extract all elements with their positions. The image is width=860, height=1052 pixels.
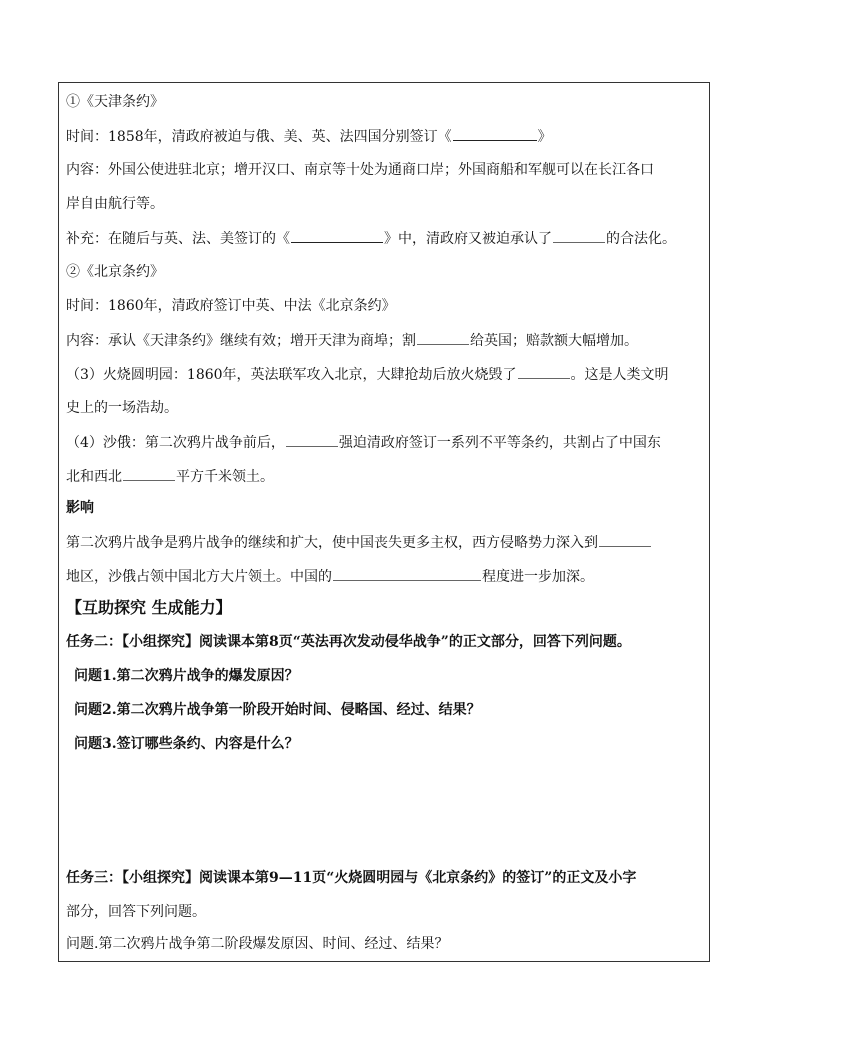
fill-blank[interactable] [553,228,605,243]
content-box [58,82,710,962]
fill-blank[interactable] [599,532,651,547]
task-three-line-cont: 部分，回答下列问题。 [66,904,206,920]
beijing-content-text-2: 给英国；赔款额大幅增加。 [470,333,638,349]
impact-line [66,532,652,553]
tianjin-content-line-cont: 岸自由航行等。 [66,196,164,212]
bracket-close: 》 [537,129,552,145]
fill-blank[interactable] [123,466,175,481]
task-two-question-1: 问题1.第二次鸦片战争的爆发原因？ [74,668,299,684]
impact-heading: 影响 [66,500,94,516]
impact-line-cont [66,566,594,587]
yuanmingyuan-line-cont: 史上的一场浩劫。 [66,400,178,416]
russia-text-1: （4）沙俄：第二次鸦片战争前后， [66,435,285,451]
yuanmingyuan-text-1: （3）火烧圆明园：1860年，英法联军攻入北京，大肆抢劫后放火烧毁了 [66,367,517,383]
fill-blank[interactable] [453,126,537,141]
supplement-text-3: 的合法化。 [606,231,676,247]
task-two-line: 任务二：【小组探究】阅读课本第8页“英法再次发动侵华战争”的正文部分，回答下列问题。 [66,634,631,650]
supplement-text-2: 》中，清政府又被迫承认了 [384,231,552,247]
treaty-tianjin-heading: ①《天津条约》 [66,94,164,110]
impact-text-3: 程度进一步加深。 [482,569,594,585]
beijing-time-line: 时间：1860年，清政府签订中英、中法《北京条约》 [66,298,396,314]
russia-text-2: 强迫清政府签订一系列不平等条约，共割占了中国东 [338,435,661,451]
beijing-content-text-1: 内容：承认《天津条约》继续有效；增开天津为商埠；割 [66,333,416,349]
yuanmingyuan-line [66,364,669,385]
treaty-beijing-heading: ②《北京条约》 [66,264,164,280]
tianjin-supplement-line [66,228,676,249]
tianjin-content-line: 内容：外国公使进驻北京；增开汉口、南京等十处为通商口岸；外国商船和军舰可以在长江各口 [66,162,654,178]
impact-text-2: 地区，沙俄占领中国北方大片领土。中国的 [66,569,332,585]
russia-text-3: 北和西北 [66,469,122,485]
section-heading-cooperative-inquiry: 【互助探究 生成能力】 [66,598,232,617]
russia-text-4: 平方千米领土。 [176,469,274,485]
fill-blank[interactable] [333,566,481,581]
task-three-question: 问题.第二次鸦片战争第二阶段爆发原因、时间、经过、结果？ [66,936,449,952]
yuanmingyuan-text-2: 。这是人类文明 [570,367,669,383]
beijing-content-line [66,330,638,351]
task-two-question-2: 问题2.第二次鸦片战争第一阶段开始时间、侵略国、经过、结果？ [74,702,481,718]
task-three-line: 任务三：【小组探究】阅读课本第9—11页“火烧圆明园与《北京条约》的签订”的正文及小字 [66,870,637,886]
russia-line [66,432,661,453]
tianjin-time-text: 时间：1858年，清政府被迫与俄、美、英、法四国分别签订《 [66,129,452,145]
fill-blank[interactable] [518,364,570,379]
impact-text-1: 第二次鸦片战争是鸦片战争的继续和扩大，使中国丧失更多主权，西方侵略势力深入到 [66,535,598,551]
fill-blank[interactable] [286,432,338,447]
fill-blank[interactable] [291,228,383,243]
tianjin-time-line [66,126,552,147]
fill-blank[interactable] [417,330,469,345]
task-two-question-3: 问题3.签订哪些条约、内容是什么？ [74,736,299,752]
russia-line-cont [66,466,274,487]
supplement-text-1: 补充：在随后与英、法、美签订的《 [66,231,290,247]
